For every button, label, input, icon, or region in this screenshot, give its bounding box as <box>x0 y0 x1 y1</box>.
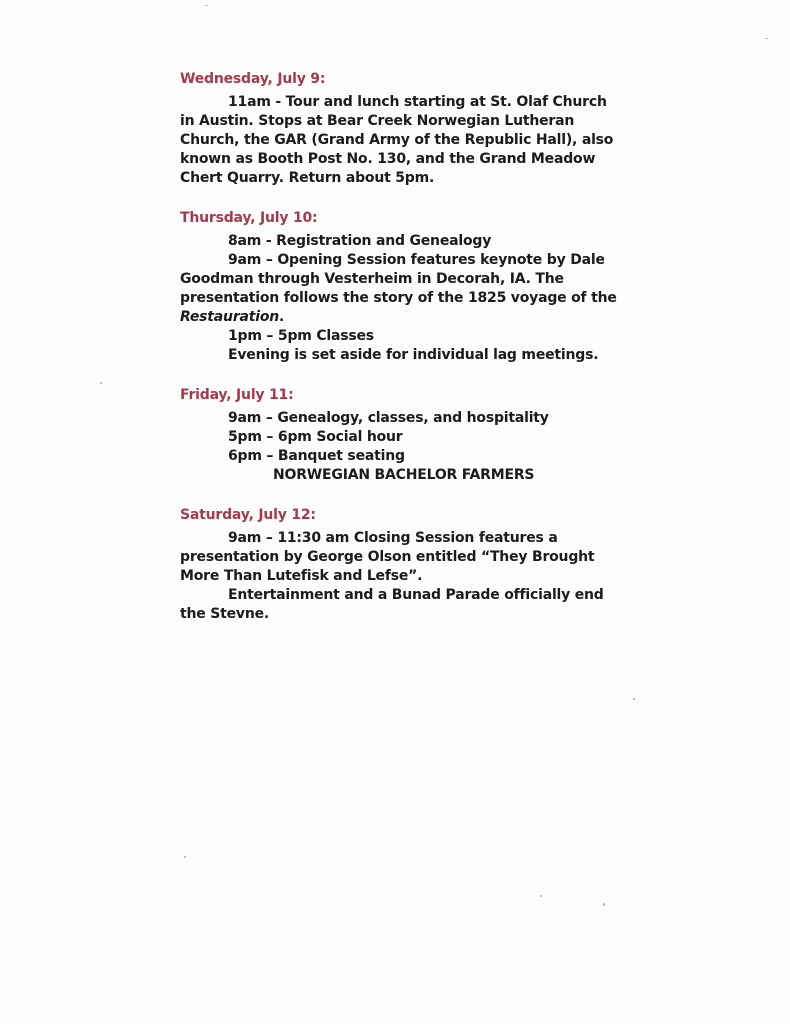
day-friday <box>180 386 620 485</box>
scan-speck <box>765 38 768 39</box>
scan-speck <box>603 903 605 906</box>
event-text: . <box>279 309 285 325</box>
day-heading: Saturday, July 12: <box>180 507 316 523</box>
scan-speck <box>100 382 102 384</box>
banquet-performer: NORWEGIAN BACHELOR FARMERS <box>273 467 535 483</box>
event-line: 5pm – 6pm Social hour <box>228 429 403 445</box>
scan-speck <box>184 856 186 858</box>
ship-name: Restauration <box>180 309 280 325</box>
event-line: 1pm – 5pm Classes <box>228 328 374 344</box>
event-paragraph: 11am - Tour and lunch starting at St. Olaf Church in Austin. Stops at Bear Creek Norwegian Lutheran Church, the GAR (Grand Army of the Republic Hall), also known as Booth Post No. 130, and the Grand Meadow Chert Quarry. Return about 5pm. <box>180 94 614 186</box>
day-heading: Friday, July 11: <box>180 387 294 403</box>
schedule-content <box>180 70 620 645</box>
event-paragraph: 9am – 11:30 am Closing Session features a presentation by George Olson entitled “They Brought More Than Lutefisk and Lefse”. <box>180 530 595 584</box>
day-heading: Wednesday, July 9: <box>180 71 326 87</box>
event-paragraph: Entertainment and a Bunad Parade officially end the Stevne. <box>180 587 604 622</box>
event-line: Evening is set aside for individual lag meetings. <box>228 347 599 363</box>
event-paragraph <box>180 251 620 327</box>
day-wednesday <box>180 70 620 188</box>
event-line: 6pm – Banquet seating <box>228 448 405 464</box>
event-text: 9am – Opening Session features keynote by Dale Goodman through Vesterheim in Decorah, IA. The presentation follows the story of the 1825 voyage of the <box>180 252 617 306</box>
event-line: 9am – Genealogy, classes, and hospitality <box>228 410 549 426</box>
day-thursday <box>180 209 620 365</box>
event-line: 8am - Registration and Genealogy <box>228 233 492 249</box>
day-saturday <box>180 506 620 624</box>
day-heading: Thursday, July 10: <box>180 210 318 226</box>
scan-speck <box>540 895 542 897</box>
scan-speck <box>633 698 635 700</box>
scan-speck <box>205 5 208 6</box>
